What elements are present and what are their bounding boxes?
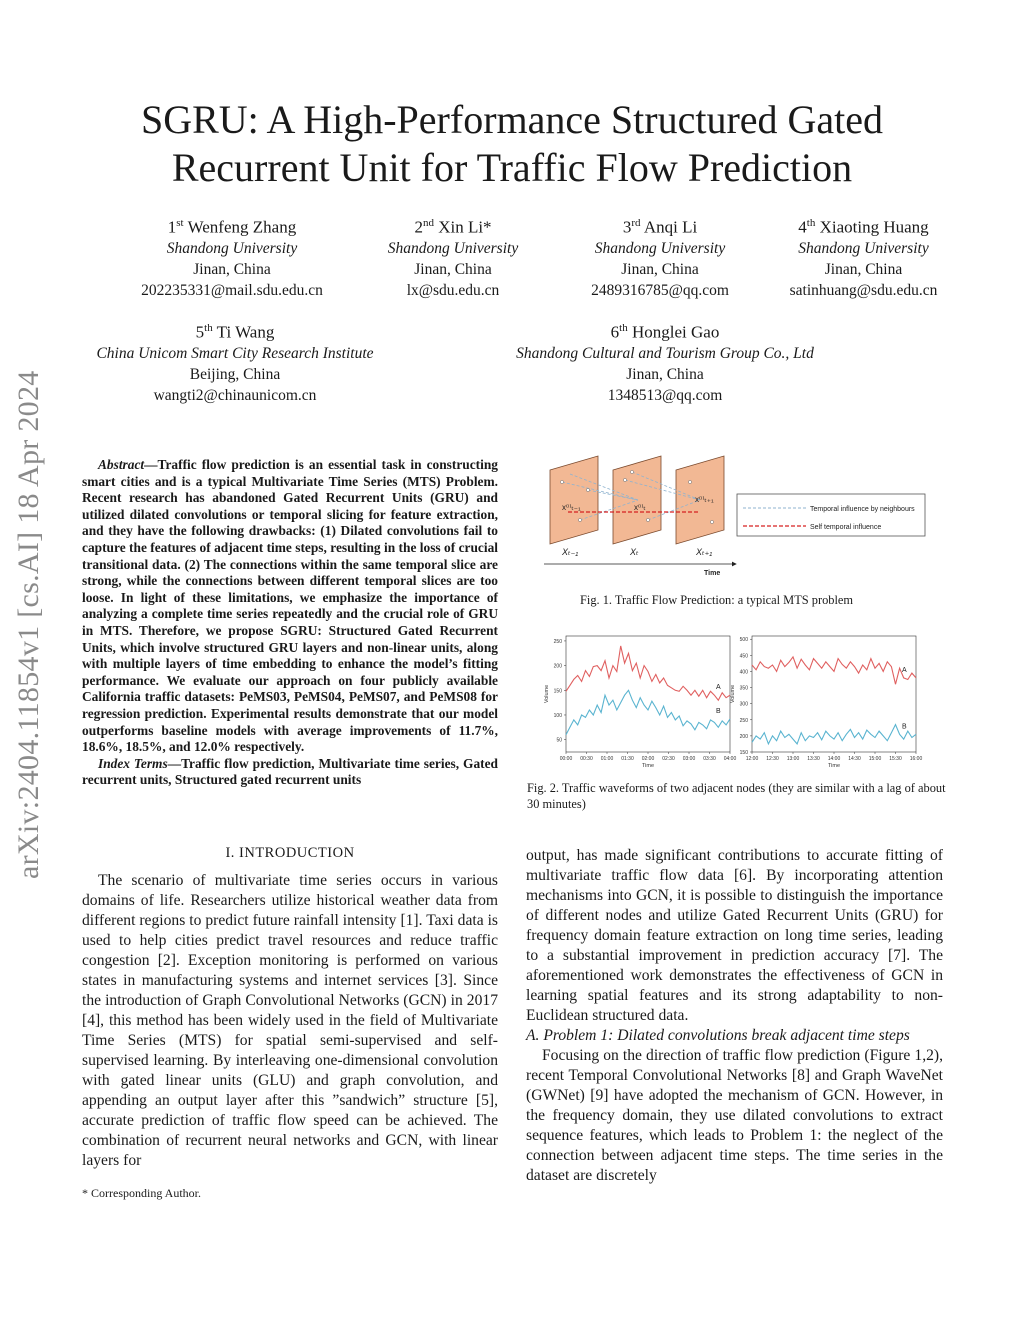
node-label: x⁽ⁱ⁾ₜ₊₁ [695, 495, 714, 504]
figure-2-chart-left [540, 632, 740, 772]
title-line-2: Recurrent Unit for Traffic Flow Prediction [171, 145, 853, 190]
author-block [118, 213, 346, 301]
y-tick-label: 250 [739, 717, 748, 724]
x-tick-label: 12:30 [766, 756, 779, 762]
y-tick-label: 450 [739, 653, 748, 660]
author-location: Jinan, China [414, 260, 492, 278]
arxiv-identifier: arXiv:2404.11854v1 [cs.AI] 18 Apr 2024 [12, 370, 45, 879]
series-line-a [566, 646, 730, 700]
footnote: * Corresponding Author. [82, 1186, 201, 1200]
x-tick-label: 14:30 [848, 756, 861, 762]
legend-self-label: Self temporal influence [810, 524, 882, 531]
figure-2-chart-right [723, 632, 926, 772]
x-tick-label: 03:30 [703, 756, 716, 762]
x-tick-label: 00:00 [559, 756, 573, 762]
node-label: x⁽ⁱ⁾ₜ [634, 503, 646, 512]
legend-neighbour-label: Temporal influence by neighbours [810, 506, 915, 513]
plot-frame [752, 636, 916, 752]
y-tick-label: 200 [553, 663, 562, 670]
author-affiliation: Shandong Cultural and Tourism Group Co., Ltd [516, 344, 814, 362]
y-tick-label: 150 [553, 688, 562, 695]
x-axis-label: Time [827, 763, 841, 769]
x-tick-label: 04:00 [723, 756, 737, 762]
author-block [363, 213, 543, 301]
author-block [776, 213, 951, 301]
paper-title [60, 96, 964, 192]
index-terms-text: —Traffic flow prediction, Multivariate time series, Gated recurrent units, Structured gated recurrent units [82, 755, 498, 788]
author-location: Jinan, China [193, 260, 271, 278]
x-tick-label: 02:00 [641, 756, 655, 762]
x-axis-label: Time [641, 763, 655, 769]
author-affiliation: Shandong University [798, 239, 929, 257]
x-tick-label: 12:00 [745, 756, 759, 762]
author-email: 202235331@mail.sdu.edu.cn [141, 281, 323, 299]
x-tick-label: 16:00 [909, 756, 923, 762]
index-terms-label: Index Terms [98, 755, 168, 771]
author-email: wangti2@chinaunicom.cn [153, 386, 317, 404]
figure-1-caption: Fig. 1. Traffic Flow Prediction: a typical MTS problem [580, 593, 854, 607]
series-label-b: B [902, 723, 907, 731]
series-label-b: B [716, 707, 721, 715]
author-block [70, 318, 400, 406]
author-affiliation: Shandong University [594, 239, 726, 257]
intro-left-column [82, 871, 498, 1171]
author-email: lx@sdu.edu.cn [406, 281, 500, 299]
y-tick-label: 50 [556, 737, 562, 744]
x-tick-label: 13:30 [807, 756, 820, 762]
series-label-a: A [716, 684, 721, 692]
author-location: Jinan, China [626, 365, 704, 383]
author-location: Jinan, China [824, 260, 903, 278]
author-affiliation: Shandong University [387, 239, 519, 257]
slice-label: Xₜ [630, 547, 639, 557]
author-email: 1348513@qq.com [607, 386, 723, 404]
x-tick-label: 03:00 [682, 756, 696, 762]
y-tick-label: 250 [553, 638, 562, 645]
abstract-text: —Traffic flow prediction is an essential task in constructing smart cities and is a typical Multivariate Time Series (MTS) Problem. Recent research has abandoned Gated Recurrent Units (GRU) and utilized dilated convolutions or temporal slicing for feature extraction, and they have the following drawbacks: (1) Dilated convolutions fail to capture the features of adjacent time steps, resulting in the loss of crucial transitional data. (2) The connections within the same temporal slice are strong, while the connections between different temporal slices are too loose. In light of these limitations, we emphasize the importance of analyzing a complete time series repeatedly and the crucial role of GRU in MTS. Therefore, we propose SGRU: Structured Gated Recurrent Units, which involve structured GRU layers and non-linear units, along with multiple layers of time embedding to enhance the model’s fitting performance. We evaluate our approach on four publicly available California traffic datasets: PeMS03, PeMS04, PeMS07, and PeMS08 for regression prediction. Experimental results demonstrate that our model outperforms baseline models with average improvements of 11.7%, 18.6%, 18.5%, and 12.0% respectively. [82, 457, 498, 755]
author-affiliation: China Unicom Smart City Research Institute [96, 344, 374, 362]
time-axis-label: Time [704, 570, 721, 577]
subsection-heading: A. Problem 1: Dilated convolutions break adjacent time steps [526, 1027, 910, 1044]
author-location: Beijing, China [189, 365, 281, 383]
paragraph: output, has made significant contributions to accurate fitting of multivariate traffic flow data [6]. By incorporating attention mechanisms into GCN, it is possible to distinguish the importance of different nodes and utilize Gated Recurrent Units (GRU) for frequency domain feature extraction on long time series, leading to a substantial improvement in prediction accuracy [7]. The aforementioned work demonstrates the effectiveness of GCN in learning spatial features and its strong adaptability to non-Euclidean structured data. [526, 847, 943, 1024]
paragraph: The scenario of multivariate time series occurs in various domains of life. Researchers utilize historical weather data from different regions to predict future rainfall intensity [1]. Taxi data is used to help cities predict travel resources and reduce traffic congestion [2]. Exception monitoring is performed on various states in manufacturing systems and internet services [3]. Since the introduction of Graph Convolutional Networks (GCN) in 2017 [4], this method has been widely used in the field of Multivariate Time Series (MTS) for spatial semi-supervised and self-supervised learning. By interleaving one-dimensional convolution with gated linear units (GLU) and graph convolution, and appending an output layer after this ”sandwich” structure [5], accurate prediction of traffic flow speed can be achieved. The combination of recurrent neural networks and GCN, with linear layers for [82, 872, 498, 1169]
author-block [570, 213, 750, 301]
author-name: 3rd Anqi Li [622, 217, 698, 237]
author-location: Jinan, China [621, 260, 699, 278]
author-name: 5th Ti Wang [195, 322, 275, 342]
figure-2-caption: Fig. 2. Traffic waveforms of two adjacent nodes (they are similar with a lag of about 30 minutes) [527, 781, 946, 811]
y-tick-label: 150 [739, 750, 748, 756]
author-name: 6th Honglei Gao [610, 322, 720, 342]
x-tick-label: 15:00 [868, 756, 882, 762]
time-slice-t-minus-1 [550, 456, 598, 544]
author-name: 1st Wenfeng Zhang [167, 217, 297, 237]
x-tick-label: 15:30 [889, 756, 902, 762]
x-tick-label: 00:30 [580, 756, 593, 762]
x-tick-label: 02:30 [662, 756, 675, 762]
x-tick-label: 14:00 [827, 756, 841, 762]
y-tick-label: 200 [739, 733, 748, 740]
node-label: x⁽ⁱ⁾ₜ₋₁ [562, 503, 581, 512]
series-line-b [752, 725, 916, 744]
series-line-b [566, 690, 730, 734]
author-name: 2nd Xin Li* [414, 217, 492, 237]
author-email: 2489316785@qq.com [591, 281, 729, 299]
author-email: satinhuang@sdu.edu.cn [789, 281, 938, 299]
x-tick-label: 01:30 [621, 756, 634, 762]
y-tick-label: 350 [739, 685, 748, 692]
series-line-a [752, 657, 916, 684]
y-tick-label: 500 [739, 637, 748, 644]
slice-label: Xₜ₊₁ [696, 547, 713, 557]
paragraph: Focusing on the direction of traffic flow prediction (Figure 1,2), recent Temporal Convolutional Networks [8] and Graph WaveNet (GWNet) [9] have adopted the mechanism of GCN. However, in the frequency domain, they use dilated convolutions to extract sequence features, which leads to Problem 1: the neglect of the connection between adjacent time steps. The time series in the dataset are discretely [526, 1047, 943, 1184]
x-tick-label: 13:00 [786, 756, 800, 762]
plot-frame [566, 636, 730, 752]
series-label-a: A [902, 666, 907, 674]
author-name: 4th Xiaoting Huang [798, 217, 929, 237]
figure-1-diagram [540, 452, 940, 582]
abstract-label: Abstract [98, 457, 145, 472]
author-affiliation: Shandong University [166, 239, 298, 257]
slice-label: Xₜ₋₁ [562, 547, 579, 557]
section-heading: I. INTRODUCTION [225, 845, 355, 861]
y-tick-label: 100 [553, 712, 562, 719]
y-axis-label: Volume [544, 684, 550, 704]
author-block [490, 318, 840, 406]
right-column-text [526, 846, 943, 1186]
x-tick-label: 01:00 [600, 756, 614, 762]
y-tick-label: 400 [739, 669, 748, 676]
abstract [82, 457, 498, 789]
y-axis-label: Volume [730, 684, 736, 704]
y-tick-label: 300 [739, 701, 748, 708]
title-line-1: SGRU: A High-Performance Structured Gated [140, 97, 884, 142]
